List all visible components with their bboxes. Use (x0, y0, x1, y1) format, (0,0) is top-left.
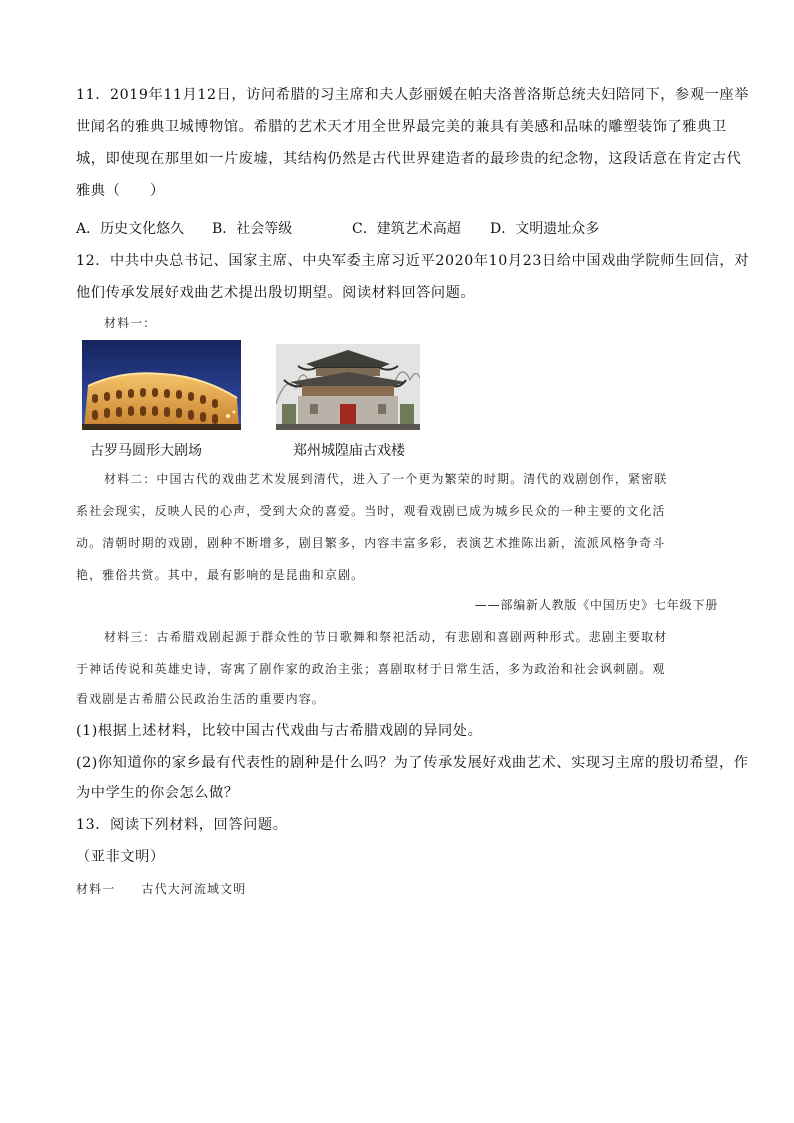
q12-material3-line-1: 材料三：古希腊戏剧起源于群众性的节日歌舞和祭祀活动，有悲剧和喜剧两种形式。悲剧主要取材 (104, 630, 668, 644)
q12-sub1: (1)根据上述材料，比较中国古代戏曲与古希腊戏剧的异同处。 (76, 723, 483, 739)
q12-line-1: 12．中共中央总书记、国家主席、中央军委主席习近平2020年10月23日给中国戏曲学院师生回信，对 (76, 253, 749, 269)
colosseum-caption: 古罗马圆形大剧场 (90, 443, 202, 459)
q11-option-a[interactable]: A．历史文化悠久 (76, 221, 185, 237)
q12-material3-line-3: 看戏剧是古希腊公民政治生活的重要内容。 (76, 692, 325, 706)
q12-material2-line-2: 系社会现实，反映人民的心声，受到大众的喜爱。当时，观看戏剧已成为城乡民众的一种主要的文化活 (76, 504, 666, 518)
q12-sub2-line-1: (2)你知道你的家乡最有代表性的剧种是什么吗？为了传承发展好戏曲艺术、实现习主席的殷切希望，作 (76, 755, 749, 771)
theatre-photo (276, 344, 420, 430)
q13-material1: 材料一 古代大河流域文明 (76, 882, 247, 896)
q12-material2-line-1: 材料二：中国古代的戏曲艺术发展到清代，进入了一个更为繁荣的时期。清代的戏剧创作，紧密联 (104, 472, 668, 486)
q12-sub2-line-2: 为中学生的你会怎么做？ (76, 785, 239, 801)
q13-section: （亚非文明） (76, 849, 165, 865)
q11-line-4: 雅典（ ） (76, 183, 165, 199)
q11-option-d[interactable]: D．文明遗址众多 (490, 221, 600, 237)
q12-material2-line-3: 动。清朝时期的戏剧，剧种不断增多，剧目繁多，内容丰富多彩，表演艺术推陈出新，流派风格争奇斗 (76, 536, 666, 550)
q12-line-2: 他们传承发展好戏曲艺术提出殷切期望。阅读材料回答问题。 (76, 285, 476, 301)
q11-option-b[interactable]: B．社会等级 (212, 221, 293, 237)
q11-option-c[interactable]: C．建筑艺术高超 (352, 221, 461, 237)
q13-line: 13．阅读下列材料，回答问题。 (76, 817, 288, 833)
theatre-caption: 郑州城隍庙古戏楼 (293, 443, 405, 459)
q12-material3-line-2: 于神话传说和英雄史诗，寄寓了剧作家的政治主张；喜剧取材于日常生活，多为政治和社会讽刺剧。观 (76, 662, 666, 676)
q12-material2-source: ——部编新人教版《中国历史》七年级下册 (474, 598, 718, 612)
q11-line-3: 城，即使现在那里如一片废墟，其结构仍然是古代世界建造者的最珍贵的纪念物，这段话意在肯定古代 (76, 151, 742, 167)
colosseum-photo (82, 340, 241, 430)
q12-material2-line-4: 艳，雅俗共赏。其中，最有影响的是昆曲和京剧。 (76, 568, 365, 582)
q12-material1-label: 材料一： (104, 316, 157, 330)
q11-line-2: 世闻名的雅典卫城博物馆。希腊的艺术天才用全世界最完美的兼具有美感和品味的雕塑装饰了雅典卫 (76, 119, 727, 135)
q11-line-1: 11．2019年11月12日，访问希腊的习主席和夫人彭丽媛在帕夫洛普洛斯总统夫妇陪同下，参观一座举 (76, 87, 749, 103)
